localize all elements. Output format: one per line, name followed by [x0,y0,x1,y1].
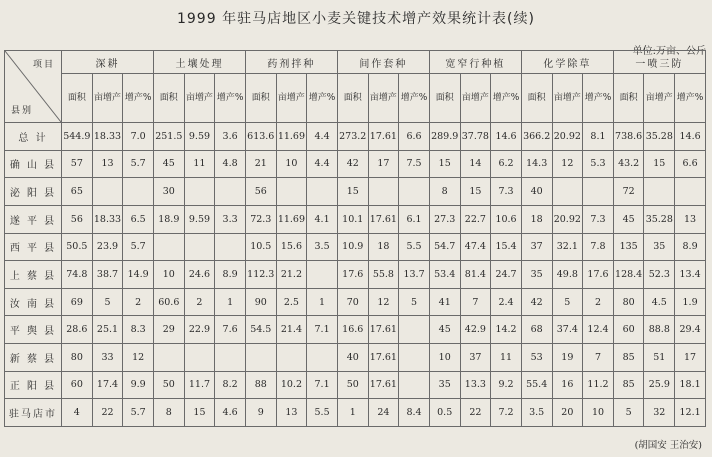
table-cell: 54.5 [245,316,276,344]
table-cell: 1 [307,288,338,316]
table-cell: 17.61 [368,316,399,344]
table-cell: 6.1 [399,205,430,233]
table-row [5,371,706,399]
table-cell: 15 [429,150,460,178]
table-cell: 57 [62,150,93,178]
table-cell: 15 [460,178,491,206]
table-cell [92,178,123,206]
table-row [5,344,706,372]
table-cell: 9.9 [123,371,154,399]
table-cell: 21.2 [276,261,307,289]
table-cell: 10 [583,399,614,427]
table-cell: 7.5 [399,150,430,178]
table-cell: 33 [92,344,123,372]
subcol-header: 增产% [491,74,522,123]
table-cell: 41 [429,288,460,316]
group-header-row [5,51,706,74]
table-cell: 10 [429,344,460,372]
table-cell: 60.6 [153,288,184,316]
table-cell: 42 [521,288,552,316]
table-cell: 4.6 [215,399,246,427]
table-cell: 5.7 [123,150,154,178]
table-cell [399,178,430,206]
table-cell [215,233,246,261]
table-cell: 9.2 [491,371,522,399]
subcol-header: 亩增产 [92,74,123,123]
table-cell: 56 [245,178,276,206]
table-cell: 3.3 [215,205,246,233]
table-cell: 8.2 [215,371,246,399]
subcol-header: 增产% [215,74,246,123]
table-cell: 5 [613,399,644,427]
table-cell [399,344,430,372]
subcol-header: 增产% [583,74,614,123]
table-cell: 4.1 [307,205,338,233]
table-cell: 32.1 [552,233,583,261]
table-cell: 10.6 [491,205,522,233]
table-cell: 14.6 [491,123,522,151]
table-cell: 52.3 [644,261,675,289]
subcol-header: 亩增产 [552,74,583,123]
table-cell: 273.2 [337,123,368,151]
table-cell: 11.7 [184,371,215,399]
table-cell: 28.6 [62,316,93,344]
table-cell: 5.3 [583,150,614,178]
row-label: 确 山 县 [5,150,62,178]
table-cell [184,233,215,261]
table-cell: 24.7 [491,261,522,289]
table-cell: 10.2 [276,371,307,399]
table-cell: 112.3 [245,261,276,289]
table-cell: 35.28 [644,123,675,151]
table-cell: 14.2 [491,316,522,344]
table-cell: 22.9 [184,316,215,344]
table-cell: 7.1 [307,316,338,344]
subcol-header: 面积 [153,74,184,123]
table-cell: 7.0 [123,123,154,151]
table-cell: 69 [62,288,93,316]
table-cell: 45 [613,205,644,233]
table-cell: 11.2 [583,371,614,399]
table-cell [184,178,215,206]
table-cell: 15.4 [491,233,522,261]
table-cell: 35.28 [644,205,675,233]
subcol-header: 面积 [245,74,276,123]
group-header: 深耕 [62,51,154,74]
table-cell: 613.6 [245,123,276,151]
subcol-header: 增产% [399,74,430,123]
table-cell: 13.3 [460,371,491,399]
table-cell: 3.5 [307,233,338,261]
table-cell: 6.5 [123,205,154,233]
table-cell: 40 [337,344,368,372]
subcol-header: 面积 [62,74,93,123]
table-cell: 17.61 [368,371,399,399]
table-cell: 5 [399,288,430,316]
table-cell: 12 [123,344,154,372]
table-cell: 8.1 [583,123,614,151]
table-cell: 18 [521,205,552,233]
table-cell: 80 [62,344,93,372]
table-cell: 17.6 [583,261,614,289]
table-cell: 11.69 [276,123,307,151]
table-cell: 4 [62,399,93,427]
table-cell: 8.9 [675,233,706,261]
table-cell: 7.6 [215,316,246,344]
unit-label: 单位:万亩、公斤 [632,46,706,57]
table-cell: 6.6 [399,123,430,151]
author-credit: (胡国安 王治安) [634,440,702,451]
subheader-row [5,74,706,123]
table-cell: 10 [153,261,184,289]
table-cell: 10.5 [245,233,276,261]
table-cell: 0.5 [429,399,460,427]
table-cell: 10.1 [337,205,368,233]
table-cell: 2 [583,288,614,316]
table-cell: 4.4 [307,150,338,178]
table-cell: 65 [62,178,93,206]
subcol-header: 亩增产 [184,74,215,123]
table-cell: 9.59 [184,205,215,233]
table-cell: 53 [521,344,552,372]
subcol-header: 面积 [521,74,552,123]
table-cell: 7.3 [491,178,522,206]
table-cell: 1.9 [675,288,706,316]
table-cell: 60 [62,371,93,399]
table-cell: 11.69 [276,205,307,233]
table-cell: 35 [521,261,552,289]
table-cell: 251.5 [153,123,184,151]
table-cell: 9 [245,399,276,427]
table-cell: 21 [245,150,276,178]
table-cell: 20 [552,399,583,427]
table-cell: 51 [644,344,675,372]
table-cell [123,178,154,206]
table-cell: 45 [429,316,460,344]
table-cell: 85 [613,344,644,372]
table-cell: 8.9 [215,261,246,289]
table-cell: 8.4 [399,399,430,427]
group-header: 化学除草 [521,51,613,74]
group-header: 药剂拌种 [245,51,337,74]
subcol-header: 亩增产 [460,74,491,123]
table-cell: 90 [245,288,276,316]
corner-header [5,51,62,123]
table-cell: 7 [460,288,491,316]
table-cell: 22 [460,399,491,427]
row-label: 西 平 县 [5,233,62,261]
group-header: 宽窄行种植 [429,51,521,74]
table-cell [153,233,184,261]
subcol-header: 亩增产 [368,74,399,123]
table-cell: 17.61 [368,344,399,372]
table-cell: 18.9 [153,205,184,233]
table-cell: 17.61 [368,205,399,233]
table-cell: 15 [644,150,675,178]
table-cell [276,344,307,372]
table-cell: 18.33 [92,123,123,151]
table-cell: 50 [337,371,368,399]
table-cell: 7 [583,344,614,372]
table-cell: 544.9 [62,123,93,151]
table-cell [675,178,706,206]
table-cell [307,261,338,289]
table-cell: 9.59 [184,123,215,151]
table-cell: 4.8 [215,150,246,178]
table-cell: 3.5 [521,399,552,427]
table-cell [368,178,399,206]
subcol-header: 亩增产 [644,74,675,123]
table-row [5,205,706,233]
table-cell: 80 [613,288,644,316]
table-cell: 8 [429,178,460,206]
table-cell: 30 [153,178,184,206]
table-cell: 4.4 [307,123,338,151]
table-cell: 18 [368,233,399,261]
table-cell [552,178,583,206]
table-cell: 55.4 [521,371,552,399]
table-cell: 22 [92,399,123,427]
table-cell: 7.2 [491,399,522,427]
subcol-header: 面积 [337,74,368,123]
subcol-header: 增产% [307,74,338,123]
table-cell [399,371,430,399]
table-cell: 37.4 [552,316,583,344]
table-cell: 50 [153,371,184,399]
table-cell: 20.92 [552,123,583,151]
table-cell: 25.1 [92,316,123,344]
table-cell: 16.6 [337,316,368,344]
table-cell: 38.7 [92,261,123,289]
table-cell: 4.5 [644,288,675,316]
group-header: 一喷三防 [613,51,705,74]
table-cell: 18.1 [675,371,706,399]
table-cell: 5.5 [307,399,338,427]
table-cell: 13.4 [675,261,706,289]
table-cell: 17.6 [337,261,368,289]
table-cell: 32 [644,399,675,427]
table-cell: 15 [184,399,215,427]
table-cell: 289.9 [429,123,460,151]
table-cell: 2.4 [491,288,522,316]
row-label: 总 计 [5,123,62,151]
table-cell: 42.9 [460,316,491,344]
table-cell: 1 [337,399,368,427]
table-cell: 17.4 [92,371,123,399]
table-row [5,288,706,316]
table-cell: 21.4 [276,316,307,344]
table-cell: 7.3 [583,205,614,233]
table-cell: 10.9 [337,233,368,261]
table-row [5,399,706,427]
table-row [5,233,706,261]
subcol-header: 增产% [123,74,154,123]
subcol-header: 面积 [429,74,460,123]
table-cell [153,344,184,372]
table-cell [276,178,307,206]
table-cell: 6.6 [675,150,706,178]
subcol-header: 面积 [613,74,644,123]
corner-bottom-label: 县别 [11,106,34,116]
corner-top-label: 项目 [32,60,55,70]
table-cell: 25.9 [644,371,675,399]
table-cell: 5.5 [399,233,430,261]
table-cell: 2 [184,288,215,316]
subcol-header: 增产% [675,74,706,123]
table-cell [307,344,338,372]
table-cell: 12.4 [583,316,614,344]
table-row [5,150,706,178]
table-cell: 19 [552,344,583,372]
group-header: 土壤处理 [153,51,245,74]
table-cell: 37 [521,233,552,261]
table-title: 1999 年驻马店地区小麦关键技术增产效果统计表(续) [176,11,535,27]
table-cell: 42 [337,150,368,178]
row-label: 驻马店市 [5,399,62,427]
table-cell: 56 [62,205,93,233]
table-cell [245,344,276,372]
table-row [5,316,706,344]
table-cell: 17.61 [368,123,399,151]
table-cell: 11 [491,344,522,372]
table-cell: 22.7 [460,205,491,233]
table-row [5,178,706,206]
table-cell: 1 [215,288,246,316]
table-cell: 366.2 [521,123,552,151]
table-cell: 45 [153,150,184,178]
table-cell: 72 [613,178,644,206]
table-cell: 135 [613,233,644,261]
table-cell: 29.4 [675,316,706,344]
table-cell: 27.3 [429,205,460,233]
table-cell: 43.2 [613,150,644,178]
table-cell: 11 [184,150,215,178]
table-cell: 72.3 [245,205,276,233]
subcol-header: 亩增产 [276,74,307,123]
table-cell: 16 [552,371,583,399]
table-cell: 88.8 [644,316,675,344]
table-cell: 50.5 [62,233,93,261]
table-cell: 81.4 [460,261,491,289]
table-cell: 5.7 [123,399,154,427]
table-cell: 17 [368,150,399,178]
table-cell: 14.9 [123,261,154,289]
table-cell: 60 [613,316,644,344]
table-cell [215,178,246,206]
table-cell: 10 [276,150,307,178]
table-cell: 15 [337,178,368,206]
table-cell [184,344,215,372]
table-cell: 14.6 [675,123,706,151]
table-cell [583,178,614,206]
table-cell: 20.92 [552,205,583,233]
table-cell: 2.5 [276,288,307,316]
table-cell: 74.8 [62,261,93,289]
table-cell: 88 [245,371,276,399]
row-label: 上 蔡 县 [5,261,62,289]
table-cell: 15.6 [276,233,307,261]
table-cell: 6.2 [491,150,522,178]
table-cell: 35 [644,233,675,261]
table-cell: 49.8 [552,261,583,289]
table-cell: 14.3 [521,150,552,178]
table-cell: 8.3 [123,316,154,344]
table-cell [644,178,675,206]
table-cell: 55.8 [368,261,399,289]
table-cell: 128.4 [613,261,644,289]
table-cell: 12 [552,150,583,178]
table-cell: 13 [675,205,706,233]
row-label: 泌 阳 县 [5,178,62,206]
table-cell: 14 [460,150,491,178]
row-label: 平 舆 县 [5,316,62,344]
table-cell: 12.1 [675,399,706,427]
group-header: 间作套种 [337,51,429,74]
table-cell: 7.1 [307,371,338,399]
table-cell: 85 [613,371,644,399]
table-row [5,123,706,151]
table-cell: 40 [521,178,552,206]
table-cell: 35 [429,371,460,399]
table-cell: 2 [123,288,154,316]
table-cell [307,178,338,206]
table-cell: 23.9 [92,233,123,261]
table-cell: 18.33 [92,205,123,233]
row-label: 新 蔡 县 [5,344,62,372]
table-cell: 5 [92,288,123,316]
table-cell: 70 [337,288,368,316]
table-cell: 37 [460,344,491,372]
table-cell: 68 [521,316,552,344]
table-cell: 54.7 [429,233,460,261]
table-cell [399,316,430,344]
row-label: 正 阳 县 [5,371,62,399]
table-cell: 53.4 [429,261,460,289]
table-cell: 13 [92,150,123,178]
table-cell: 47.4 [460,233,491,261]
table-cell: 7.8 [583,233,614,261]
table-cell: 12 [368,288,399,316]
table-cell: 13.7 [399,261,430,289]
row-label: 遂 平 县 [5,205,62,233]
table-row [5,261,706,289]
statistics-table [4,50,706,427]
table-cell: 3.6 [215,123,246,151]
table-cell: 24 [368,399,399,427]
table-cell: 5 [552,288,583,316]
table-cell: 24.6 [184,261,215,289]
table-cell [215,344,246,372]
table-cell: 5.7 [123,233,154,261]
table-cell: 738.6 [613,123,644,151]
table-cell: 37.78 [460,123,491,151]
row-label: 汝 南 县 [5,288,62,316]
table-cell: 17 [675,344,706,372]
table-cell: 13 [276,399,307,427]
table-cell: 8 [153,399,184,427]
table-cell: 29 [153,316,184,344]
